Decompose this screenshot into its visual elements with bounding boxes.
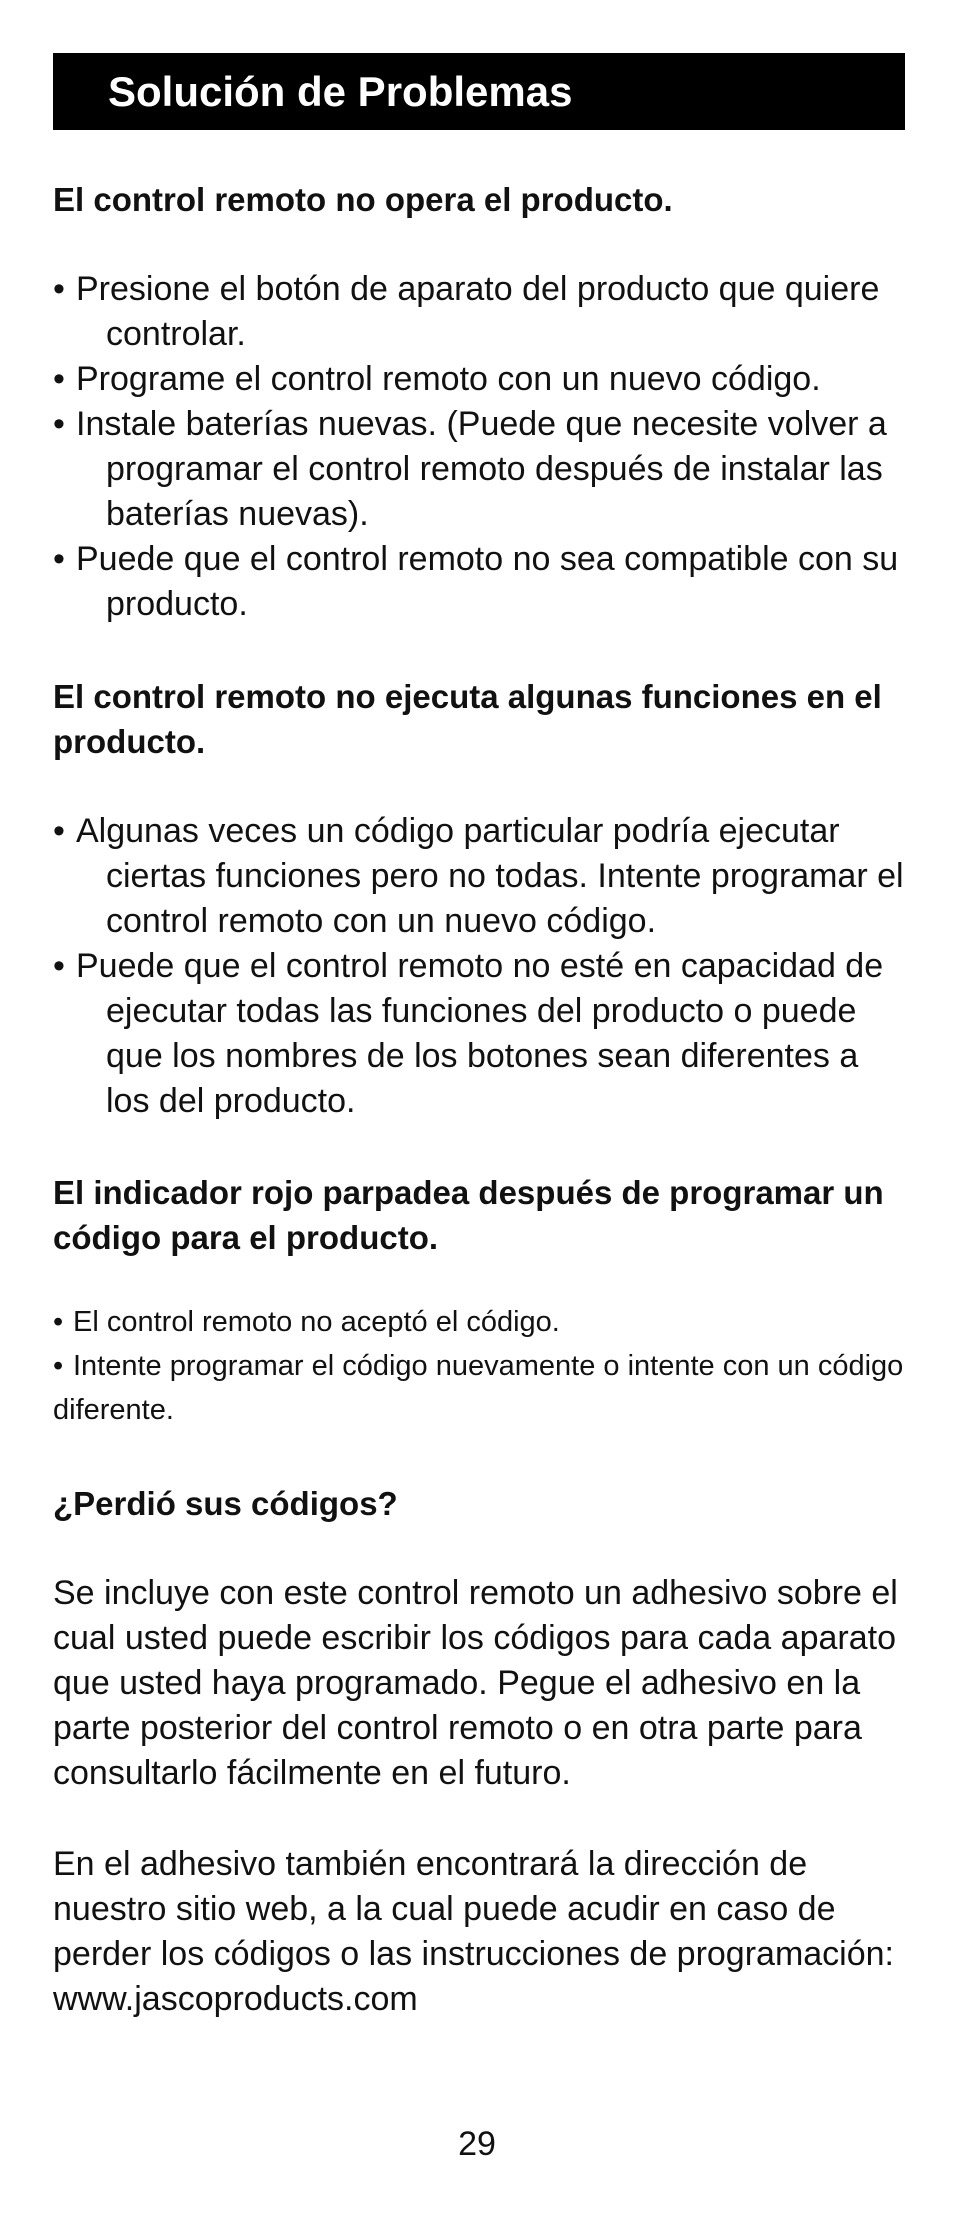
manual-page	[53, 53, 905, 2022]
list-item: • El control remoto no aceptó el código.	[53, 1300, 905, 1344]
section-heading-indicador-rojo: El indicador rojo parpadea después de programar un código para el producto.	[53, 1174, 884, 1256]
section-heading-algunas-funciones: El control remoto no ejecuta algunas funciones en el producto.	[53, 678, 882, 760]
bullet-list-indicador-rojo	[53, 1300, 905, 1432]
list-item: • Algunas veces un código particular podría ejecutar ciertas funciones pero no todas. Intente programar el control remoto con un nuevo código.	[53, 809, 905, 944]
list-item: • Puede que el control remoto no esté en capacidad de ejecutar todas las funciones del producto o puede que los nombres de los botones sean diferentes a los del producto.	[53, 944, 905, 1124]
page-number: 29	[458, 2125, 496, 2163]
bullet-glyph: •	[53, 812, 65, 850]
list-item: • Instale baterías nuevas. (Puede que necesite volver a programar el control remoto después de instalar las baterías nuevas).	[53, 402, 905, 537]
list-item: • Programe el control remoto con un nuevo código.	[53, 357, 905, 402]
section-heading-no-opera: El control remoto no opera el producto.	[53, 181, 673, 218]
bullet-glyph: •	[53, 540, 65, 578]
bullet-list-no-opera	[53, 267, 905, 627]
bullet-glyph: •	[53, 1306, 64, 1338]
section-heading-perdio-codigos: ¿Perdió sus códigos?	[53, 1485, 398, 1522]
paragraph-adhesivo: Se incluye con este control remoto un adhesivo sobre el cual usted puede escribir los códigos para cada aparato que usted haya programado. Pegue el adhesivo en la parte posterior del control remoto o en otra parte para consultarlo fácilmente en el futuro.	[53, 1574, 898, 1792]
bullet-glyph: •	[53, 1350, 64, 1382]
list-item: • Presione el botón de aparato del producto que quiere controlar.	[53, 267, 905, 357]
bullet-glyph: •	[53, 360, 65, 398]
bullet-glyph: •	[53, 405, 65, 443]
bullet-list-algunas-funciones	[53, 809, 905, 1124]
title-bar	[53, 53, 905, 130]
page-title: Solución de Problemas	[108, 67, 573, 115]
paragraph-sitio-web: En el adhesivo también encontrará la dirección de nuestro sitio web, a la cual puede acudir en caso de perder los códigos o las instrucciones de programación: www.jascoproducts.com	[53, 1845, 895, 2018]
list-item: • Intente programar el código nuevamente o intente con un código diferente.	[53, 1344, 905, 1432]
list-item: • Puede que el control remoto no sea compatible con su producto.	[53, 537, 905, 627]
bullet-glyph: •	[53, 947, 65, 985]
bullet-glyph: •	[53, 270, 65, 308]
